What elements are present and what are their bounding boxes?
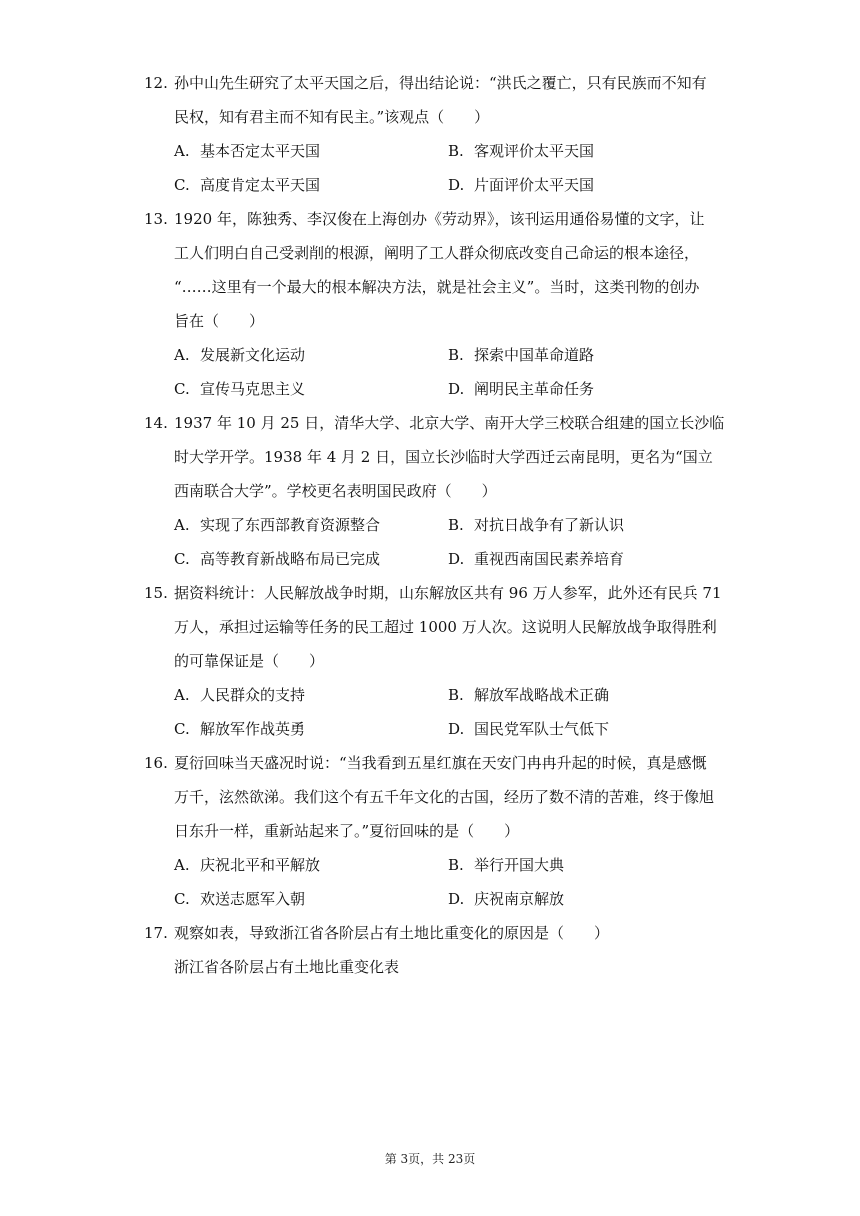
option-text: 人民群众的支持 — [200, 686, 306, 704]
options-row — [144, 882, 719, 916]
option-letter: A. — [174, 346, 190, 364]
options-row — [144, 848, 719, 882]
question-stem-text: 据资料统计：人民解放战争时期，山东解放区共有 96 万人参军，此外还有民兵 71 — [174, 584, 722, 602]
option-d[interactable] — [448, 168, 594, 202]
option-b[interactable] — [448, 508, 624, 542]
option-letter: B. — [448, 516, 464, 534]
options-row — [144, 338, 719, 372]
option-text: 国民党军队士气低下 — [474, 720, 610, 738]
question-13 — [144, 202, 719, 406]
question-stem-text: 浙江省各阶层占有土地比重变化表 — [174, 958, 400, 976]
question-16 — [144, 746, 719, 916]
option-d[interactable] — [448, 372, 594, 406]
option-c[interactable] — [174, 542, 448, 576]
question-stem-first-line — [144, 202, 719, 236]
option-text: 阐明民主革命任务 — [474, 380, 595, 398]
question-stem-line — [144, 474, 719, 508]
question-stem-line — [144, 304, 719, 338]
option-a[interactable] — [174, 678, 448, 712]
option-c[interactable] — [174, 712, 448, 746]
question-stem-first-line — [144, 576, 722, 610]
question-stem-line — [144, 814, 719, 848]
question-stem-text: “……这里有一个最大的根本解决方法，就是社会主义”。当时，这类刊物的创办 — [174, 278, 700, 296]
option-letter: D. — [448, 176, 465, 194]
question-stem-line — [144, 270, 719, 304]
question-number: 16. — [144, 754, 168, 772]
options-row — [144, 508, 719, 542]
question-14 — [144, 406, 725, 576]
option-letter: B. — [448, 686, 464, 704]
question-stem-line — [144, 100, 719, 134]
option-c[interactable] — [174, 168, 448, 202]
option-letter: C. — [174, 720, 190, 738]
question-number: 15. — [144, 584, 168, 602]
option-d[interactable] — [448, 542, 624, 576]
question-stem-text: 日东升一样，重新站起来了。”夏衍回味的是（ ） — [174, 822, 520, 840]
option-letter: C. — [174, 550, 190, 568]
option-letter: C. — [174, 890, 190, 908]
option-letter: C. — [174, 176, 190, 194]
option-b[interactable] — [448, 338, 594, 372]
question-17 — [144, 916, 719, 984]
option-text: 基本否定太平天国 — [200, 142, 321, 160]
option-text: 欢送志愿军入朝 — [200, 890, 306, 908]
option-text: 庆祝南京解放 — [474, 890, 565, 908]
question-stem-text: 西南联合大学”。学校更名表明国民政府（ ） — [174, 482, 497, 500]
option-letter: D. — [448, 380, 465, 398]
option-letter: A. — [174, 856, 190, 874]
option-d[interactable] — [448, 712, 609, 746]
option-c[interactable] — [174, 372, 448, 406]
question-stem-text: 夏衍回味当天盛况时说：“当我看到五星红旗在天安门冉冉升起的时候，真是感慨 — [174, 754, 707, 772]
question-15 — [144, 576, 722, 746]
option-text: 片面评价太平天国 — [474, 176, 595, 194]
options-row — [144, 542, 719, 576]
question-stem-first-line — [144, 406, 725, 440]
question-stem-first-line — [144, 916, 719, 950]
option-a[interactable] — [174, 848, 448, 882]
question-list — [144, 66, 725, 984]
options-row — [144, 372, 719, 406]
option-letter: A. — [174, 142, 190, 160]
option-b[interactable] — [448, 678, 609, 712]
option-a[interactable] — [174, 338, 448, 372]
option-text: 解放军作战英勇 — [200, 720, 306, 738]
question-stem-text: 1937 年 10 月 25 日，清华大学、北京大学、南开大学三校联合组建的国立长沙临 — [174, 414, 725, 432]
page-footer: 第 3页，共 23页 — [384, 1152, 476, 1166]
question-stem-line — [144, 644, 719, 678]
option-b[interactable] — [448, 848, 564, 882]
question-stem-text: 万千，泫然欲涕。我们这个有五千年文化的古国，经历了数不清的苦难，终于像旭 — [174, 788, 715, 806]
option-text: 宣传马克思主义 — [200, 380, 306, 398]
question-stem-text: 民权，知有君主而不知有民主。”该观点（ ） — [174, 108, 490, 126]
option-b[interactable] — [448, 134, 594, 168]
option-text: 实现了东西部教育资源整合 — [200, 516, 381, 534]
option-text: 高度肯定太平天国 — [200, 176, 321, 194]
question-number: 17. — [144, 924, 168, 942]
question-stem-first-line — [144, 746, 719, 780]
option-d[interactable] — [448, 882, 564, 916]
option-text: 高等教育新战略布局已完成 — [200, 550, 381, 568]
question-number: 13. — [144, 210, 168, 228]
options-row — [144, 712, 719, 746]
question-stem-line — [144, 780, 719, 814]
option-letter: D. — [448, 720, 465, 738]
question-stem-text: 孙中山先生研究了太平天国之后，得出结论说：“洪氏之覆亡，只有民族而不知有 — [174, 74, 707, 92]
question-stem-text: 1920 年，陈独秀、李汉俊在上海创办《劳动界》，该刊运用通俗易懂的文字，让 — [174, 210, 705, 228]
options-row — [144, 168, 719, 202]
option-text: 解放军战略战术正确 — [474, 686, 610, 704]
option-c[interactable] — [174, 882, 448, 916]
question-stem-text: 观察如表，导致浙江省各阶层占有土地比重变化的原因是（ ） — [174, 924, 610, 942]
question-stem-first-line — [144, 66, 719, 100]
option-letter: D. — [448, 550, 465, 568]
question-stem-line — [144, 950, 719, 984]
question-stem-text: 工人们明白自己受剥削的根源，阐明了工人群众彻底改变自己命运的根本途径， — [174, 244, 700, 262]
option-letter: C. — [174, 380, 190, 398]
question-stem-text: 旨在（ ） — [174, 312, 265, 330]
option-text: 发展新文化运动 — [200, 346, 306, 364]
option-text: 举行开国大典 — [474, 856, 565, 874]
option-a[interactable] — [174, 508, 448, 542]
option-text: 对抗日战争有了新认识 — [474, 516, 625, 534]
option-text: 客观评价太平天国 — [474, 142, 595, 160]
option-text: 重视西南国民素养培育 — [474, 550, 625, 568]
question-12 — [144, 66, 719, 202]
option-text: 探索中国革命道路 — [474, 346, 595, 364]
option-letter: B. — [448, 856, 464, 874]
options-row — [144, 678, 719, 712]
question-stem-text: 的可靠保证是（ ） — [174, 652, 325, 670]
option-letter: D. — [448, 890, 465, 908]
option-a[interactable] — [174, 134, 448, 168]
question-stem-line — [144, 440, 719, 474]
option-letter: B. — [448, 346, 464, 364]
question-stem-line — [144, 236, 719, 270]
question-stem-text: 万人，承担过运输等任务的民工超过 1000 万人次。这说明人民解放战争取得胜利 — [174, 618, 717, 636]
question-number: 12. — [144, 74, 168, 92]
question-number: 14. — [144, 414, 168, 432]
option-letter: A. — [174, 686, 190, 704]
option-text: 庆祝北平和平解放 — [200, 856, 321, 874]
options-row — [144, 134, 719, 168]
question-stem-line — [144, 610, 719, 644]
option-letter: A. — [174, 516, 190, 534]
question-stem-text: 时大学开学。1938 年 4 月 2 日，国立长沙临时大学西迁云南昆明，更名为“国立 — [174, 448, 713, 466]
option-letter: B. — [448, 142, 464, 160]
